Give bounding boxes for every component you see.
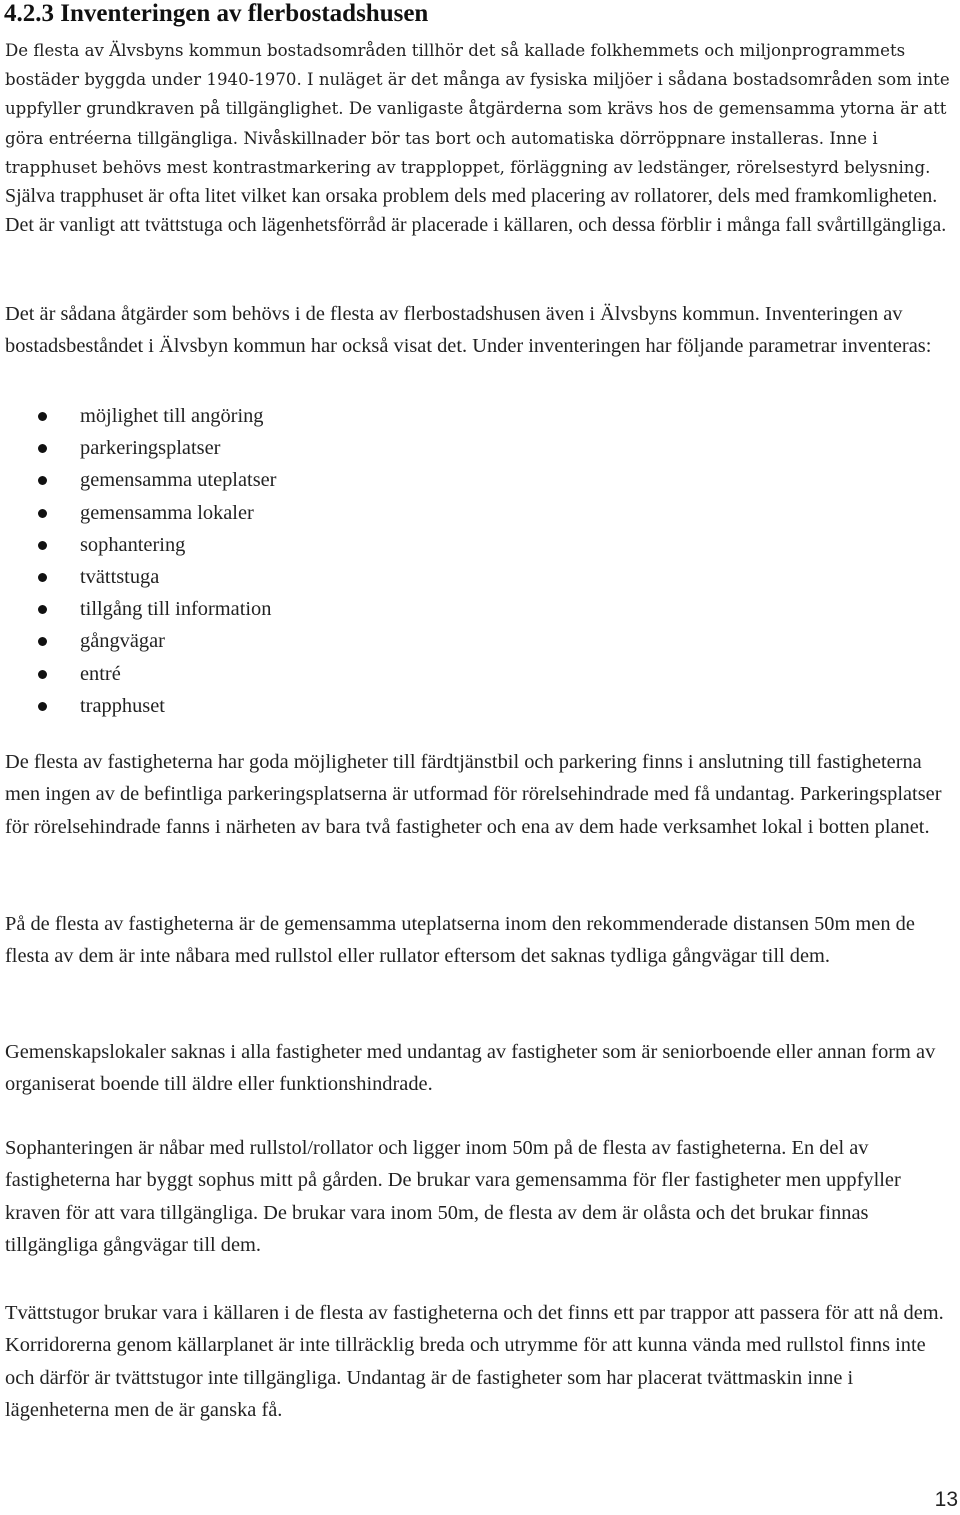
bullet-icon [38,412,47,421]
list-item-label: tvättstuga [80,565,160,588]
list-item-label: parkeringsplatser [80,437,221,460]
bullet-icon [38,670,47,679]
bullet-icon [38,573,47,582]
list-item [0,561,276,593]
list-item-label: entré [80,662,121,685]
list-item [0,497,276,529]
list-item-label: gemensamma uteplatser [80,469,277,492]
section-heading: 4.2.3 Inventeringen av flerbostadshusen [4,0,429,27]
list-item-label: tillgång till information [80,598,272,621]
parking-paragraph: De flesta av fastigheterna har goda möjligheter till färdtjänstbil och parkering finns i anslutning till fastigheterna men ingen av de befintliga parkeringsplatserna är utformad för rörelsehindrade med få undantag. Parkeringsplatser för rörelsehindrade fanns i närheten av bara två fastigheter och ena av dem hade verksamhet lokal i botten planet. [5,751,942,838]
outdoor-areas-paragraph: På de flesta av fastigheterna är de gemensamma uteplatserna inom den rekommenderade distansen 50m men de flesta av dem är inte nåbara med rullstol eller rullator eftersom det saknas tydliga gångvägar till dem. [5,913,915,968]
list-item [0,529,276,561]
parameters-list [0,400,276,722]
page-number: 13 [934,1488,958,1511]
list-item [0,432,276,464]
list-item-label: trapphuset [80,694,165,717]
intro-paragraph [5,36,957,240]
parameters-intro-paragraph: Det är sådana åtgärder som behövs i de flesta av flerbostadshusen även i Älvsbyns kommun. Inventeringen av bostadsbeståndet i Älvsbyn kommun har också visat det. Under inventeringen har följande parametrar inventeras: [5,303,932,358]
list-item-label: gemensamma lokaler [80,501,254,524]
list-item [0,625,276,657]
bullet-icon [38,444,47,453]
waste-handling-paragraph: Sophanteringen är nåbar med rullstol/rollator och ligger inom 50m på de flesta av fastigheterna. En del av fastigheterna har byggt sophus mitt på gården. De brukar vara gemensamma för fler fastigheter men uppfyller kraven för att vara tillgängliga. De brukar vara inom 50m, de flesta av dem är olåsta och det brukar finnas tillgängliga gångvägar till dem. [5,1137,901,1257]
list-item [0,690,276,722]
common-rooms-paragraph: Gemenskapslokaler saknas i alla fastigheter med undantag av fastigheter som är seniorboende eller annan form av organiserat boende till äldre eller funktionshindrade. [5,1041,936,1096]
bullet-icon [38,637,47,646]
list-item [0,593,276,625]
list-item [0,464,276,496]
laundry-paragraph: Tvättstugor brukar vara i källaren i de flesta av fastigheterna och det finns ett par trappor att passera för att nå dem. Korridorerna genom källarplanet är inte tillräcklig breda och utrymme för att kunna vända med rullstol finns inte och därför är tvättstugor inte tillgängliga. Undantag är de fastigheter som har placerat tvättmaskin inne i lägenheterna men de är ganska få. [5,1302,944,1422]
bullet-icon [38,509,47,518]
list-item-label: sophantering [80,533,186,556]
list-item-label: gångvägar [80,630,165,653]
intro-text-part2: Själva trapphuset är ofta litet vilket kan orsaka problem dels med placering av rollatorer, dels med framkomligheten. Det är vanligt att tvättstuga och lägenhetsförråd är placerade i källaren, och dessa förblir i många fall svårtillgängliga. [5,185,947,237]
bullet-icon [38,476,47,485]
intro-text-part1: De flesta av Älvsbyns kommun bostadsområden tillhör det så kallade folkhemmets och miljonprogrammets bostäder byggda under 1940-1970. I nuläget är det många av fysiska miljöer i sådana bostadsområden som inte uppfyller grundkraven på tillgänglighet. De vanligaste åtgärderna som krävs hos de gemensamma ytorna är att göra entréerna tillgängliga. Nivåskillnader bör tas bort och automatiska dörröppnare installeras. Inne i trapphuset behövs mest kontrastmarkering av trapploppet, förläggning av ledstänger, rörelsestyrd belysning. [5,41,950,177]
list-item [0,658,276,690]
bullet-icon [38,605,47,614]
bullet-icon [38,702,47,711]
bullet-icon [38,541,47,550]
list-item [0,400,276,432]
list-item-label: möjlighet till angöring [80,405,264,427]
